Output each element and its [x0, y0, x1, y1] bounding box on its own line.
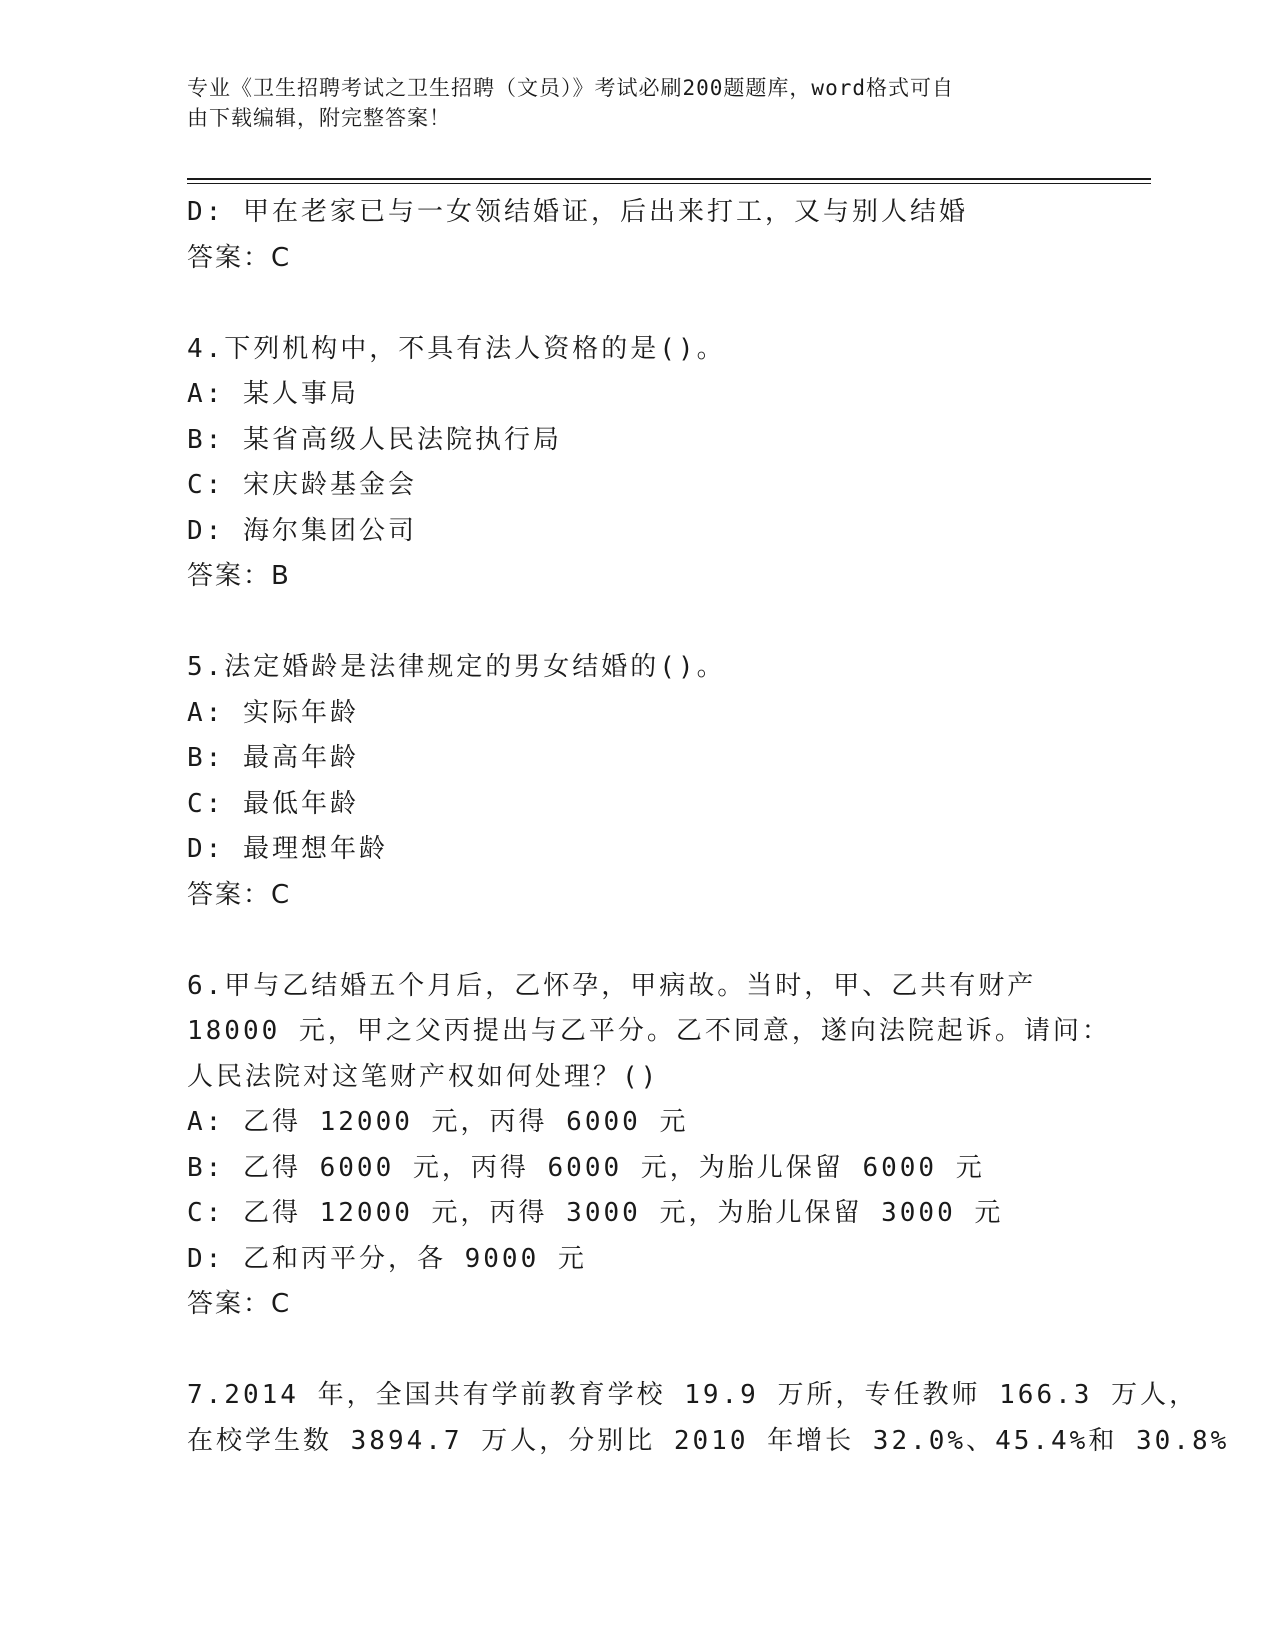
- q6-option-d: D: 乙和丙平分，各 9000 元: [187, 1243, 587, 1274]
- q6-stem-line-1: 6.甲与乙结婚五个月后，乙怀孕，甲病故。当时，甲、乙共有财产: [187, 970, 1037, 1001]
- spacer: [187, 600, 1087, 646]
- q4-stem: 4.下列机构中，不具有法人资格的是()。: [187, 333, 726, 364]
- q6-option-a: A: 乙得 12000 元，丙得 6000 元: [187, 1107, 689, 1137]
- q7-stem-line-1: 7.2014 年，全国共有学前教育学校 19.9 万所，专任教师 166.3 万人，: [187, 1380, 1199, 1410]
- q3-option-d: D: 甲在老家已与一女领结婚证，后出来打工，又与别人结婚: [187, 197, 968, 227]
- q5-option-c: C: 最低年龄: [187, 788, 359, 819]
- q3-answer: 答案：C: [187, 242, 292, 273]
- q6-option-c: C: 乙得 12000 元，丙得 3000 元，为胎儿保留 3000 元: [187, 1198, 1004, 1228]
- question-3-tail: [187, 190, 1087, 281]
- question-4: [187, 327, 1087, 600]
- question-5: [187, 645, 1087, 918]
- q4-option-d: D: 海尔集团公司: [187, 515, 417, 546]
- q5-option-b: B: 最高年龄: [187, 743, 359, 773]
- q6-answer: 答案：C: [187, 1289, 292, 1319]
- question-list: [187, 190, 1230, 1464]
- q5-option-d: D: 最理想年龄: [187, 834, 388, 864]
- spacer: [187, 1328, 1087, 1374]
- question-7: [187, 1373, 1230, 1464]
- q5-option-a: A: 实际年龄: [187, 697, 359, 728]
- header-title-line-1: 专业《卫生招聘考试之卫生招聘（文员）》考试必刷200题题库，word格式可自: [187, 76, 954, 100]
- spacer: [187, 918, 1087, 964]
- q6-stem-line-3: 人民法院对这笔财产权如何处理？(): [187, 1061, 660, 1092]
- q4-option-a: A: 某人事局: [187, 379, 359, 409]
- page-header: [187, 73, 1077, 133]
- q4-answer: 答案：B: [187, 561, 291, 591]
- q5-answer: 答案：C: [187, 879, 292, 910]
- q5-stem: 5.法定婚龄是法律规定的男女结婚的()。: [187, 652, 726, 682]
- header-divider-thin: [187, 183, 1151, 184]
- q6-stem-line-2: 18000 元，甲之父丙提出与乙平分。乙不同意，遂向法院起诉。请问：: [187, 1016, 1111, 1046]
- q4-option-c: C: 宋庆龄基金会: [187, 470, 417, 500]
- spacer: [187, 281, 1087, 327]
- question-6: [187, 964, 1111, 1328]
- header-title-line-2: 由下载编辑，附完整答案！: [187, 106, 451, 130]
- q4-option-b: B: 某省高级人民法院执行局: [187, 424, 562, 455]
- header-divider-thick: [187, 178, 1151, 180]
- q6-option-b: B: 乙得 6000 元，丙得 6000 元，为胎儿保留 6000 元: [187, 1152, 985, 1183]
- q7-stem-line-2: 在校学生数 3894.7 万人，分别比 2010 年增长 32.0%、45.4%和 30.8%: [187, 1425, 1230, 1456]
